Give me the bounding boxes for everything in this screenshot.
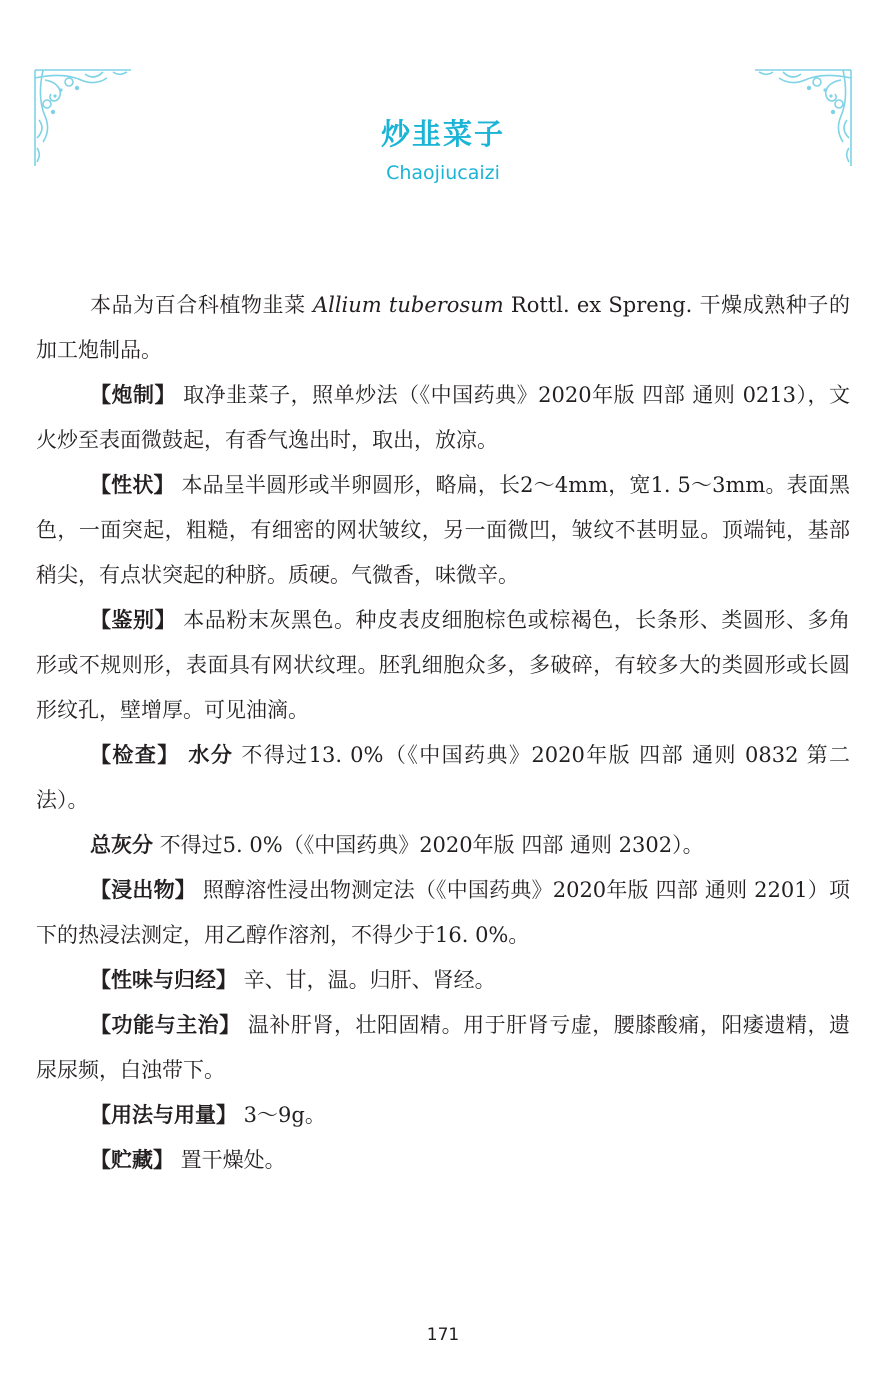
section-jinchuwu bbox=[36, 868, 850, 958]
section-jiancha bbox=[36, 733, 850, 823]
section-label: 【鉴别】 bbox=[90, 608, 177, 632]
section-xingwei bbox=[36, 958, 850, 1003]
section-paozhi bbox=[36, 373, 850, 463]
section-zhucang bbox=[36, 1138, 850, 1183]
section-label: 【浸出物】 bbox=[90, 878, 196, 902]
section-label: 【性状】 bbox=[90, 473, 175, 497]
intro-text-2: Rottl. ex Spreng. 干燥成熟种子的加工炮制品。 bbox=[36, 293, 850, 362]
section-label: 【用法与用量】 bbox=[90, 1103, 237, 1127]
page-title: 炒韭菜子 bbox=[380, 117, 505, 151]
section-gongneng bbox=[36, 1003, 850, 1093]
section-label: 【功能与主治】 bbox=[90, 1013, 241, 1037]
section-label: 【贮藏】 bbox=[90, 1148, 174, 1172]
section-sublabel: 总灰分 bbox=[90, 833, 153, 857]
monograph-body bbox=[36, 283, 850, 1183]
section-jianbie bbox=[36, 598, 850, 733]
section-yongfa bbox=[36, 1093, 850, 1138]
section-label: 【检查】 bbox=[90, 743, 180, 767]
section-text: 辛、甘，温。归肝、肾经。 bbox=[237, 968, 496, 992]
intro-text: 本品为百合科植物韭菜 bbox=[90, 293, 313, 317]
section-text: 置干燥处。 bbox=[174, 1148, 286, 1172]
page-number: 171 bbox=[426, 1325, 460, 1345]
section-text: 本品粉末灰黑色。种皮表皮细胞棕色或棕褐色，长条形、类圆形、多角形或不规则形，表面具有网状纹理。胚乳细胞众多，多破碎，有较多大的类圆形或长圆形纹孔，壁增厚。可见油滴。 bbox=[36, 608, 850, 722]
section-text: 不得过5. 0%（《中国药典》2020年版 四部 通则 2302）。 bbox=[153, 833, 704, 857]
latin-name: Allium tuberosum bbox=[312, 293, 504, 317]
intro-paragraph bbox=[36, 283, 850, 373]
section-text: 3～9g。 bbox=[237, 1103, 326, 1127]
section-xingzhuang bbox=[36, 463, 850, 598]
section-text: 不得过13. 0%（《中国药典》2020年版 四部 通则 0832 第二法）。 bbox=[36, 743, 851, 812]
page-subtitle-pinyin: Chaojiucaizi bbox=[386, 162, 500, 184]
section-sublabel: 水分 bbox=[179, 743, 234, 767]
section-huifen bbox=[36, 823, 850, 868]
section-text: 温补肝肾，壮阳固精。用于肝肾亏虚，腰膝酸痛，阳痿遗精，遗尿尿频，白浊带下。 bbox=[36, 1013, 850, 1082]
section-text: 取净韭菜子，照单炒法（《中国药典》2020年版 四部 通则 0213），文火炒至表面微鼓起，有香气逸出时，取出，放凉。 bbox=[36, 383, 851, 452]
section-label: 【性味与归经】 bbox=[90, 968, 237, 992]
section-label: 【炮制】 bbox=[90, 383, 176, 407]
section-text: 照醇溶性浸出物测定法（《中国药典》2020年版 四部 通则 2201）项下的热浸法测定，用乙醇作溶剂，不得少于16. 0%。 bbox=[36, 878, 851, 947]
section-text: 本品呈半圆形或半卵圆形，略扁，长2～4mm，宽1. 5～3mm。表面黑色，一面突起，粗糙，有细密的网状皱纹，另一面微凹，皱纹不甚明显。顶端钝，基部稍尖，有点状突起的种脐。质硬。气微香，味微辛。 bbox=[36, 473, 850, 587]
